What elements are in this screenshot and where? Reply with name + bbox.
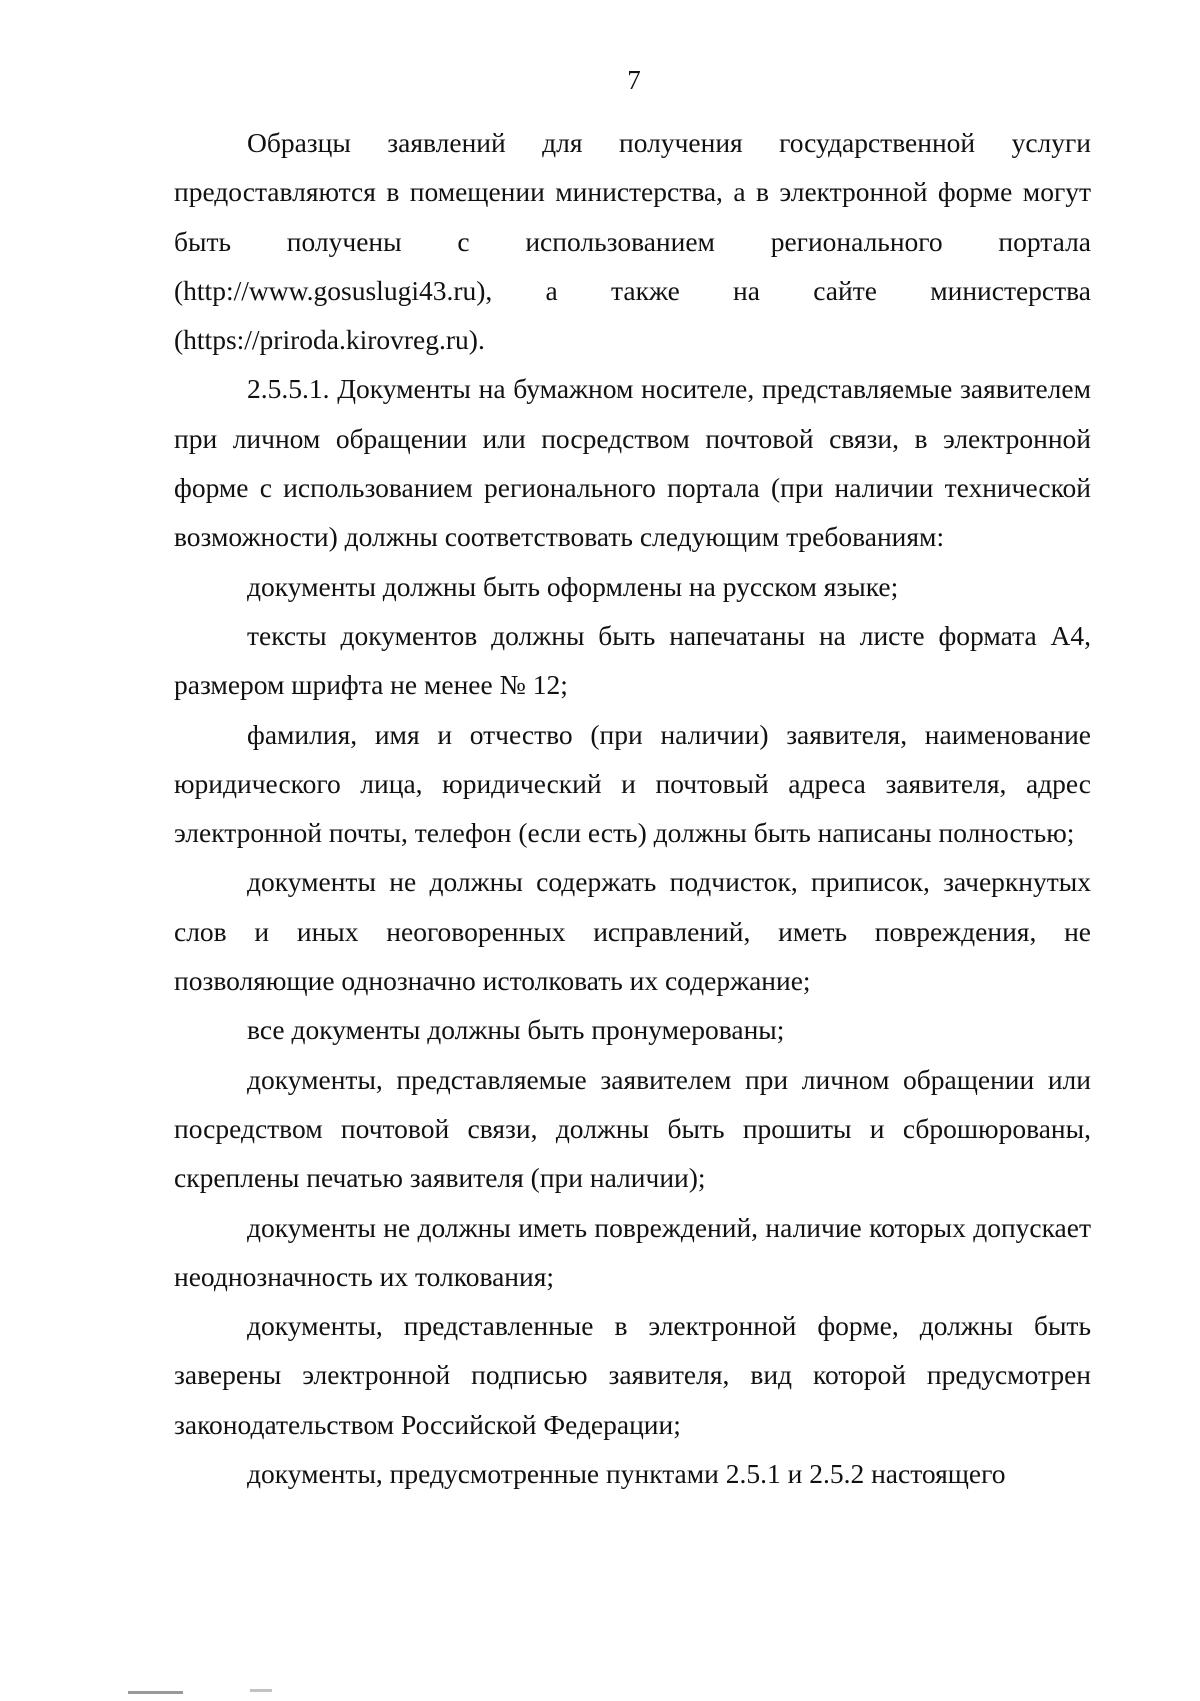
paragraph-bound-sealed: документы, представляемые заявителем при личном обращении или посредством почтовой связи, должны быть прошиты и сброшюрованы, скреплены печатью заявителя (при наличии); xyxy=(174,1063,1091,1194)
paragraph-a4-font-size: тексты документов должны быть напечатаны на листе формата А4, размером шрифта не менее № 12; xyxy=(174,619,1091,701)
paragraph-application-samples: Образцы заявлений для получения государственной услуги предоставляются в помещении министерства, а в электронной форме могут быть получены с использованием регионального портала (http://www.gosuslugi43.ru), а также на сайте министерства (https://priroda.kirovreg.ru). xyxy=(174,127,1091,356)
paragraph-items-2-5-1-2-5-2: документы, предусмотренные пунктами 2.5.1 и 2.5.2 настоящего xyxy=(247,1458,1006,1490)
paragraph-full-names: фамилия, имя и отчество (при наличии) заявителя, наименование юридического лица, юридический и почтовый адреса заявителя, адрес электронной почты, телефон (если есть) должны быть написаны полностью; xyxy=(174,718,1091,849)
paragraph-electronic-signature: документы, представленные в электронной форме, должны быть заверены электронной подписью заявителя, вид которой предусмотрен законодательством Российской Федерации; xyxy=(174,1310,1091,1440)
paragraph-numbered: все документы должны быть пронумерованы; xyxy=(247,1014,785,1046)
scan-artifact xyxy=(250,1689,272,1692)
paragraph-no-damage: документы не должны иметь повреждений, наличие которых допускает неоднозначность их толкования; xyxy=(174,1211,1091,1292)
paragraph-russian-language: документы должны быть оформлены на русском языке; xyxy=(247,570,899,602)
scan-artifact xyxy=(128,1691,183,1694)
document-body xyxy=(174,118,1091,1498)
paragraph-no-corrections: документы не должны содержать подчисток, приписок, зачеркнутых слов и иных неоговоренных исправлений, иметь повреждения, не позволяющие однозначно истолковать их содержание; xyxy=(174,866,1091,997)
paragraph-section-2-5-5-1: 2.5.5.1. Документы на бумажном носителе, представляемые заявителем при личном обращении или посредством почтовой связи, в электронной форме с использованием регионального портала (при наличии технической возможности) должны соответствовать следующим требованиям: xyxy=(174,373,1091,553)
page-number: 7 xyxy=(627,65,641,95)
